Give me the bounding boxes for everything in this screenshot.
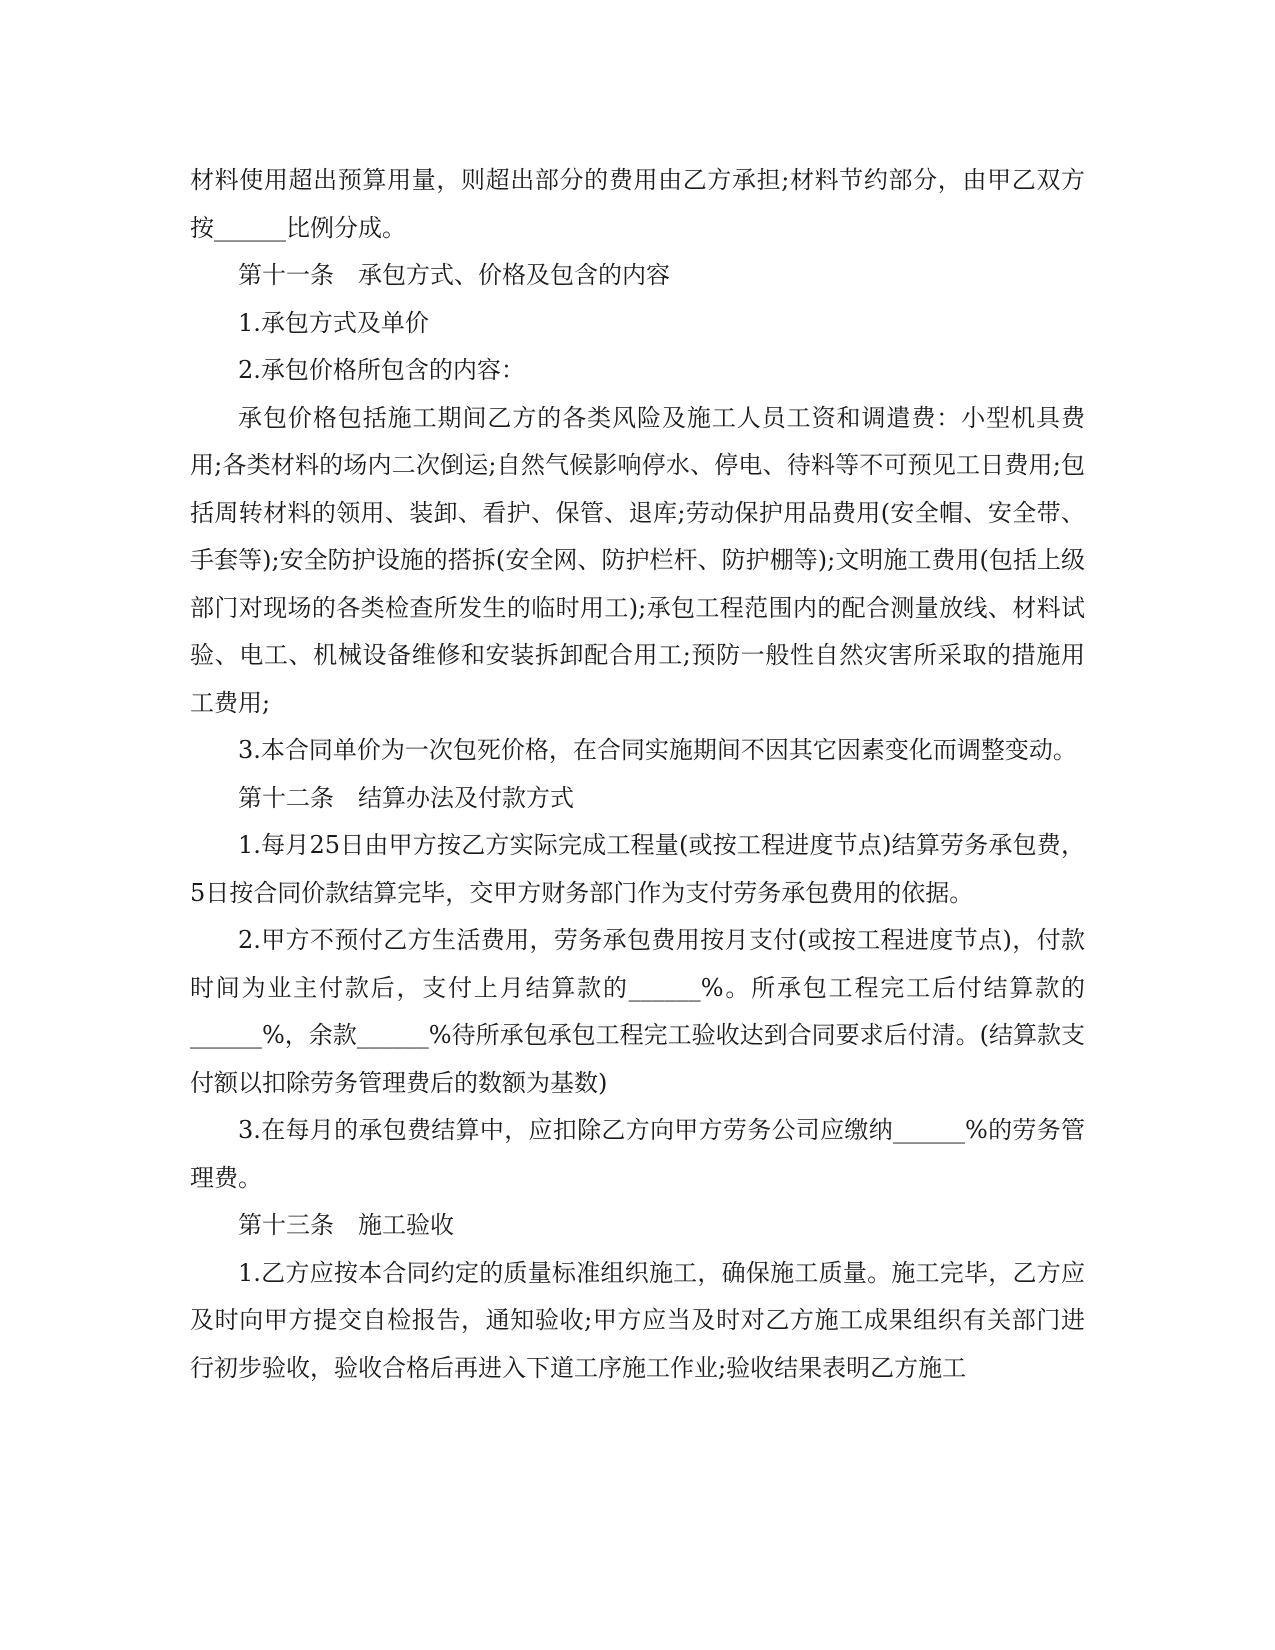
paragraph-material-overrun: 材料使用超出预算用量，则超出部分的费用由乙方承担;材料节约部分，由甲乙双方按______比例分成。 — [190, 166, 1085, 242]
article-11-price-content: 承包价格包括施工期间乙方的各类风险及施工人员工资和调遣费：小型机具费用;各类材料的场内二次倒运;自然气候影响停水、停电、待料等不可预见工日费用;包括周转材料的领用、装卸、看护、保管、退库;劳动保护用品费用(安全帽、安全带、手套等);安全防护设施的搭拆(安全网、防护栏杆、防护棚等);文明施工费用(包括上级部门对现场的各类检查所发生的临时用工);承包工程范围内的配合测量放线、材料试验、电工、机械设备维修和安装拆卸配合用工;预防一般性自然灾害所采取的措施用工费用; — [190, 403, 1085, 717]
article-12-item-1: 1.每月25日由甲方按乙方实际完成工程量(或按工程进度节点)结算劳务承包费，5日按合同价款结算完毕，交甲方财务部门作为支付劳务承包费用的依据。 — [190, 831, 1085, 907]
article-11-item-2: 2.承包价格所包含的内容： — [238, 356, 525, 384]
article-11-heading: 第十一条 承包方式、价格及包含的内容 — [238, 261, 670, 289]
article-12-item-2: 2.甲方不预付乙方生活费用，劳务承包费用按月支付(或按工程进度节点)，付款时间为业主付款后，支付上月结算款的______%。所承包工程完工后付结算款的______%，余款______%待所承包承包工程完工验收达到合同要求后付清。(结算款支付额以扣除劳务管理费后的数额为基数) — [190, 926, 1085, 1097]
article-12-item-3: 3.在每月的承包费结算中，应扣除乙方向甲方劳务公司应缴纳______%的劳务管理费。 — [190, 1116, 1085, 1192]
document-body — [190, 157, 1085, 1392]
article-11-item-3: 3.本合同单价为一次包死价格，在合同实施期间不因其它因素变化而调整变动。 — [238, 736, 1077, 764]
article-13-heading: 第十三条 施工验收 — [238, 1211, 454, 1239]
article-13-item-1: 1.乙方应按本合同约定的质量标准组织施工，确保施工质量。施工完毕，乙方应及时向甲方提交自检报告，通知验收;甲方应当及时对乙方施工成果组织有关部门进行初步验收，验收合格后再进入下道工序施工作业;验收结果表明乙方施工 — [190, 1258, 1085, 1382]
article-11-item-1: 1.承包方式及单价 — [238, 308, 429, 337]
article-12-heading: 第十二条 结算办法及付款方式 — [238, 783, 574, 812]
